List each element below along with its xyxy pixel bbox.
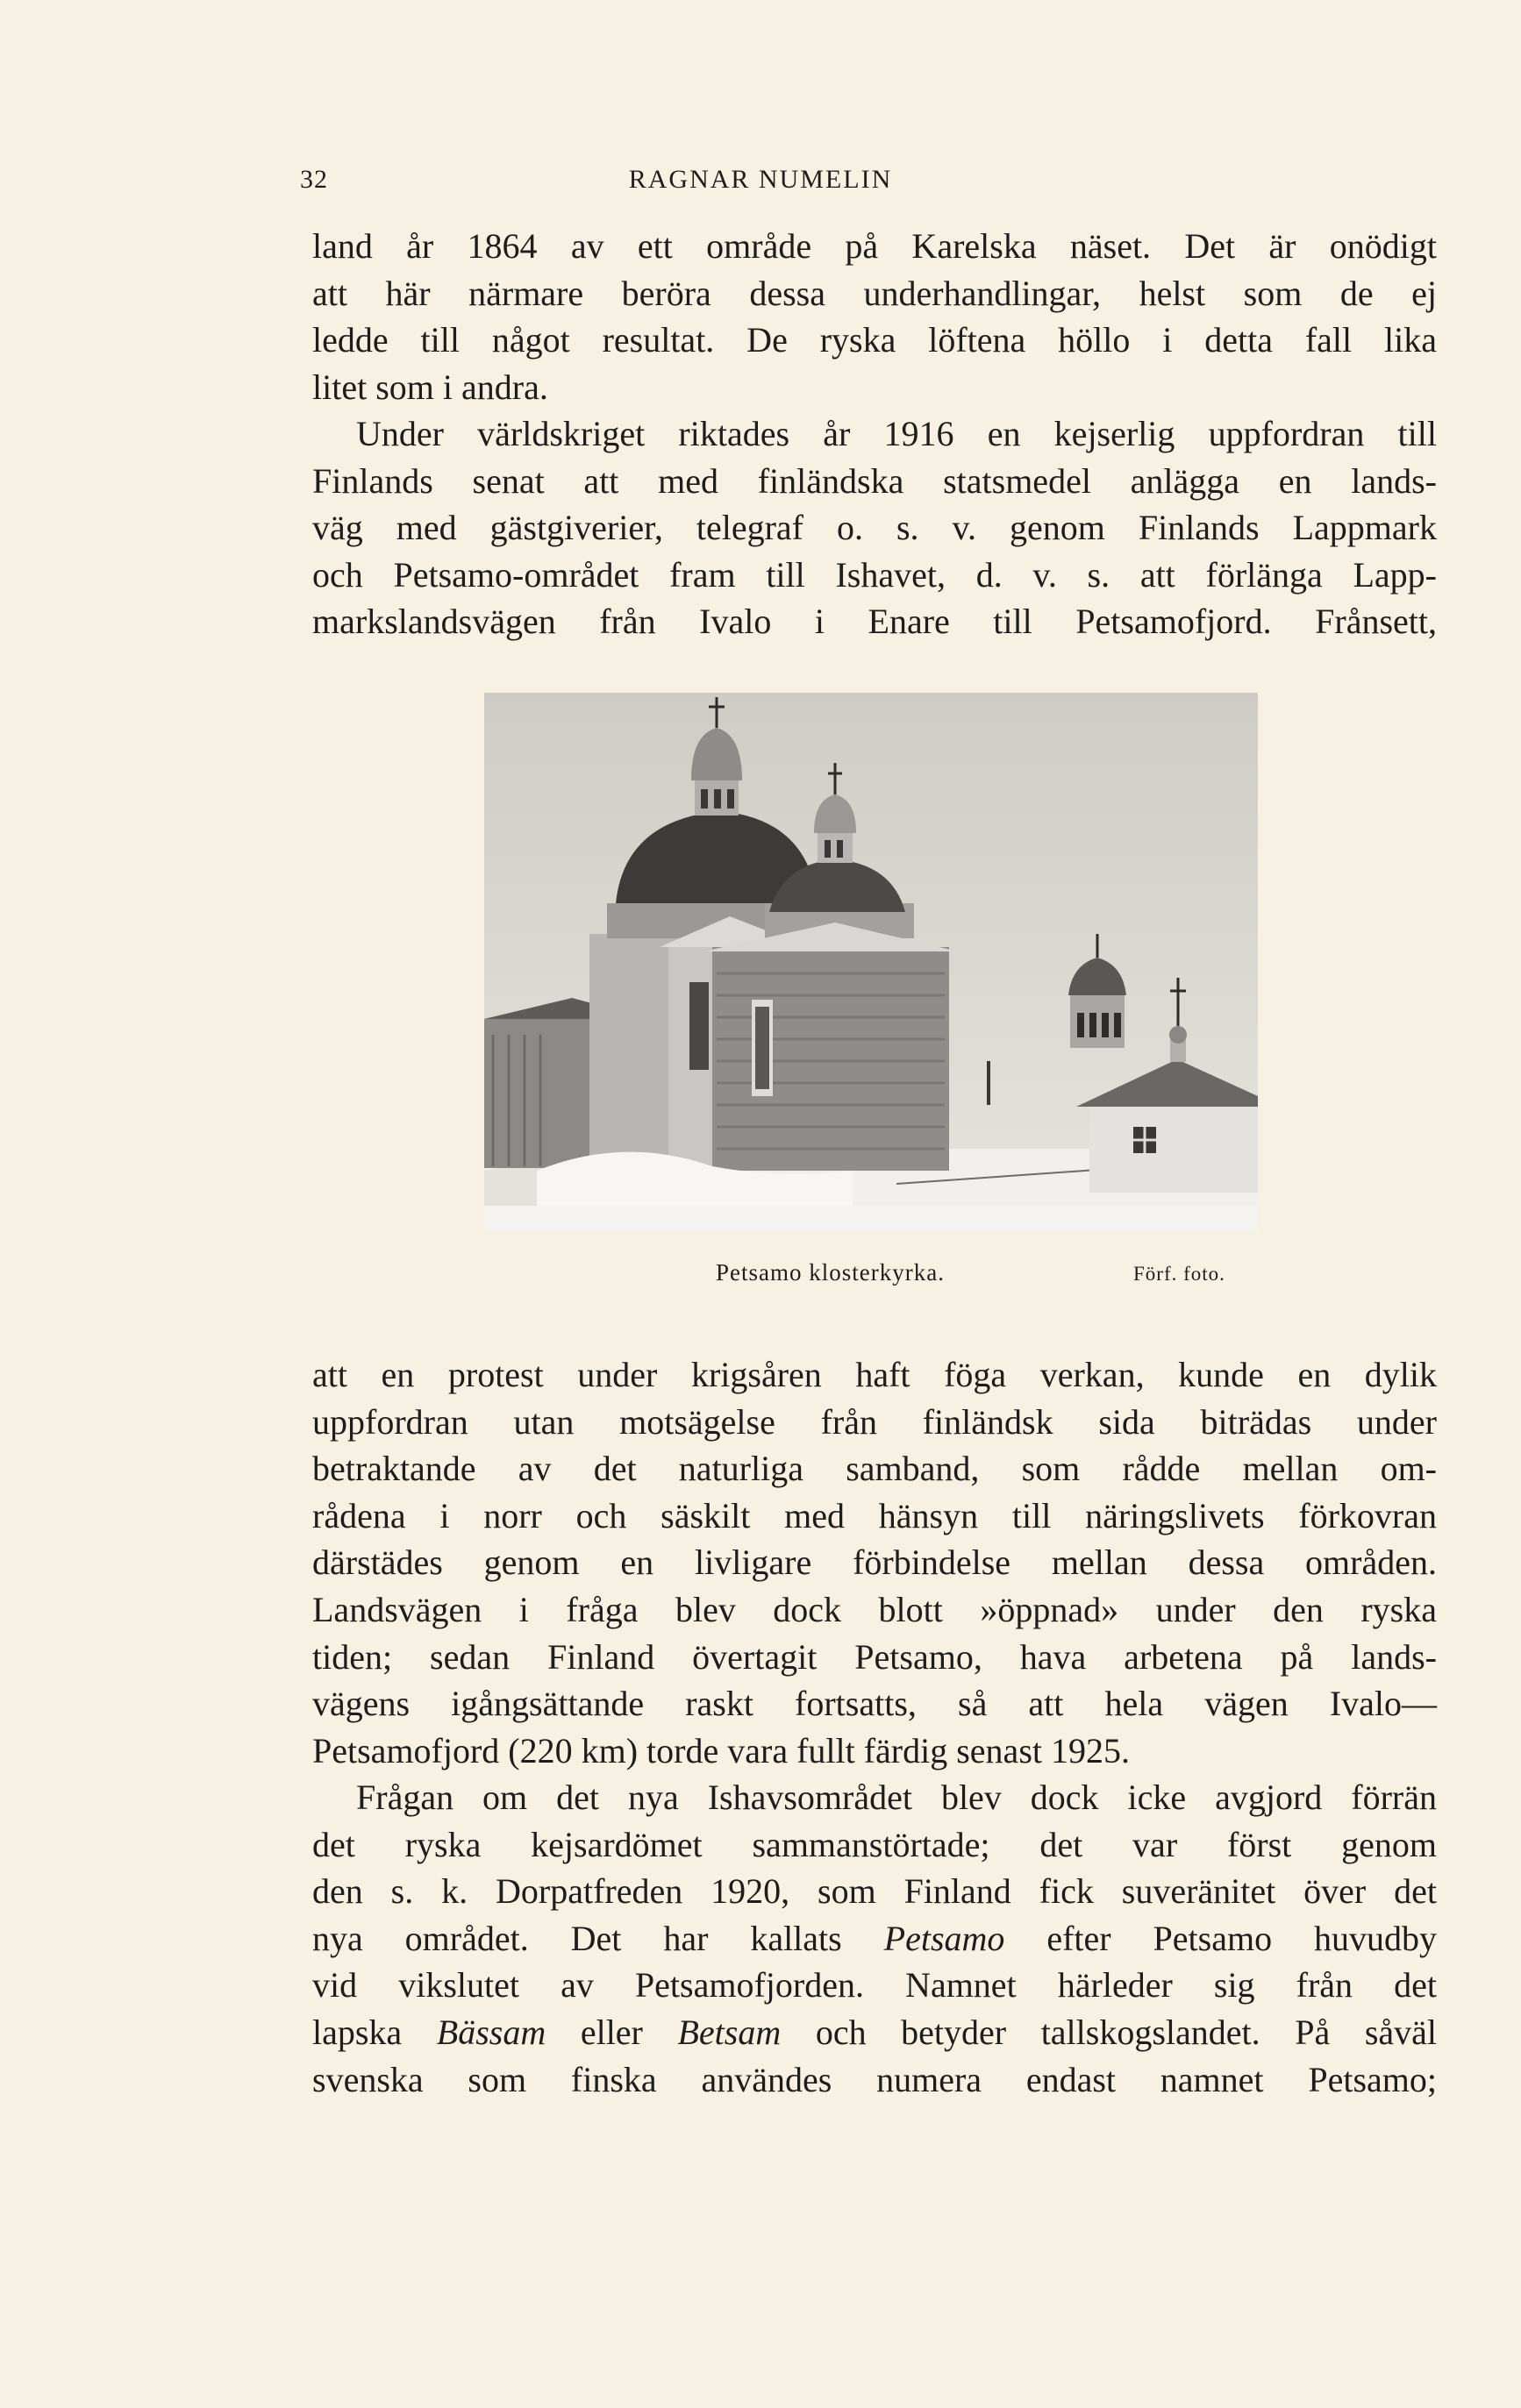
text-line: att här närmare beröra dessa underhandlingar, helst som de ej — [312, 273, 1437, 313]
church-illustration — [484, 693, 1258, 1232]
text-line: uppfordran utan motsägelse från finländsk sida biträdas under — [312, 1401, 1437, 1442]
text-line: Landsvägen i fråga blev dock blott »öppnad» under den ryska — [312, 1589, 1437, 1629]
running-head: RAGNAR NUMELIN — [628, 165, 893, 194]
text-line: Under världskriget riktades år 1916 en kejserlig uppfordran till — [356, 414, 1437, 453]
text-line: litet som i andra. — [312, 367, 548, 407]
text-line: vägens igångsättande raskt fortsatts, så att hela vägen Ivalo— — [312, 1684, 1437, 1724]
text-line: därstädes genom en livligare förbindelse mellan dessa områden. — [312, 1542, 1437, 1583]
text-line: Finlands senat att med finländska statsmedel anlägga en lands- — [312, 460, 1437, 501]
text-segment: lapska — [312, 2012, 437, 2052]
italic-term-bassam: Bässam — [436, 2012, 546, 2052]
text-line: och Petsamo-området fram till Ishavet, d. v. s. att förlänga Lapp- — [312, 554, 1437, 595]
text-line: vid vikslutet av Petsamofjorden. Namnet härleder sig från det — [312, 1965, 1437, 2005]
text-line: att en protest under krigsåren haft föga verkan, kunde en dylik — [312, 1355, 1437, 1394]
figure-caption: Petsamo klosterkyrka. — [716, 1259, 945, 1286]
paragraph-4 — [312, 1774, 1437, 2103]
text-line: svenska som finska användes numera endast namnet Petsamo; — [312, 2059, 1437, 2099]
church-photo — [484, 693, 1258, 1232]
text-line: den s. k. Dorpatfreden 1920, som Finland fick suveränitet över det — [312, 1871, 1437, 1912]
text-segment: och betyder tallskogslandet. På såväl — [781, 2012, 1438, 2052]
italic-term-petsamo: Petsamo — [883, 1918, 1005, 1958]
text-segment: efter Petsamo huvudby — [1004, 1918, 1437, 1958]
italic-term-betsam: Betsam — [677, 2012, 782, 2052]
text-line: tiden; sedan Finland övertagit Petsamo, hava arbetena på lands- — [312, 1636, 1437, 1677]
text-segment: nya området. Det har kallats — [312, 1918, 884, 1958]
text-segment: eller — [546, 2012, 678, 2052]
paragraph-3 — [312, 1351, 1437, 1774]
page-number: 32 — [300, 165, 328, 194]
figure-credit: Förf. foto. — [1133, 1263, 1225, 1285]
text-line: land år 1864 av ett område på Karelska näset. Det är onödigt — [312, 226, 1437, 266]
text-line: Petsamofjord (220 km) torde vara fullt färdig senast 1925. — [312, 1730, 1130, 1770]
text-line: Frågan om det nya Ishavsområdet blev dock icke avgjord förrän — [356, 1778, 1437, 1817]
text-line — [312, 1915, 1437, 1963]
text-line: det ryska kejsardömet sammanstörtade; det var först genom — [312, 1824, 1437, 1864]
text-line: väg med gästgiverier, telegraf o. s. v. genom Finlands Lappmark — [312, 508, 1437, 548]
text-line — [312, 2009, 1437, 2056]
text-line: markslandsvägen från Ivalo i Enare till Petsamofjord. Frånsett, — [312, 602, 1437, 642]
text-line: ledde till något resultat. De ryska löftena höllo i detta fall lika — [312, 320, 1437, 360]
text-line: betraktande av det naturliga samband, som rådde mellan om- — [312, 1449, 1437, 1489]
text-line: rådena i norr och säskilt med hänsyn till näringslivets förkovran — [312, 1495, 1437, 1535]
paragraph-1 — [312, 223, 1437, 410]
paragraph-2 — [312, 410, 1437, 645]
